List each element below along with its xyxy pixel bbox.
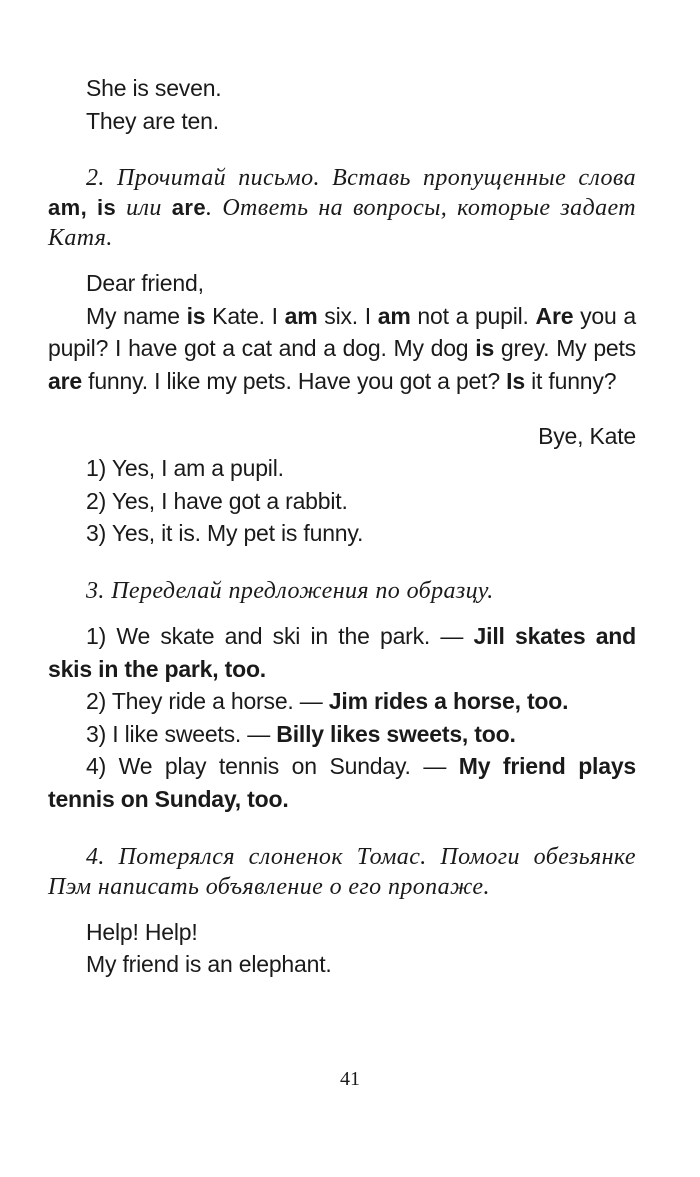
task-4-instruction: 4. Потерялся слоненок Томас. Помоги обезьянке Пэм написать объявление о его пропаже. bbox=[48, 843, 636, 900]
example-4: 4) We play tennis on Sunday. — My friend plays tennis on Sunday, too. bbox=[48, 753, 637, 812]
task-2-number: 2. bbox=[86, 165, 105, 192]
notice-line-2: My friend is an elephant. bbox=[86, 951, 332, 978]
letter-body: My name is Kate. I am six. I am not a pupil. Are you a pupil? I have got a cat and a dog. My dog is grey. My pets are funny. I like my pets. Have you got a pet? Is it funny? bbox=[48, 302, 636, 394]
example-3: 3) I like sweets. — Billy likes sweets, too. bbox=[86, 720, 516, 747]
example-2: 2) They ride a horse. — Jim rides a horse, too. bbox=[86, 688, 569, 715]
letter-greeting: Dear friend, bbox=[86, 270, 204, 297]
answer-2: 2) Yes, I have got a rabbit. bbox=[86, 487, 348, 514]
top-line-1: She is seven. bbox=[86, 75, 222, 101]
notice-line-1: Help! Help! bbox=[86, 918, 198, 945]
top-line-2: They are ten. bbox=[86, 107, 219, 134]
task-3-instruction: 3. Переделай предложения по образцу. bbox=[86, 577, 494, 604]
task-2-instruction: 2. Прочитай письмо. Вставь пропущенные слова am, is или are. Ответь на вопросы, которые задает Катя. bbox=[48, 165, 636, 252]
example-1: 1) We skate and ski in the park. — Jill skates and skis in the park, too. bbox=[48, 622, 637, 682]
answer-1: 1) Yes, I am a pupil. bbox=[86, 455, 284, 482]
answer-3: 3) Yes, it is. My pet is funny. bbox=[86, 520, 364, 547]
page-number: 41 bbox=[340, 1068, 360, 1090]
page-content bbox=[48, 72, 636, 981]
letter-signature: Bye, Kate bbox=[538, 422, 636, 449]
